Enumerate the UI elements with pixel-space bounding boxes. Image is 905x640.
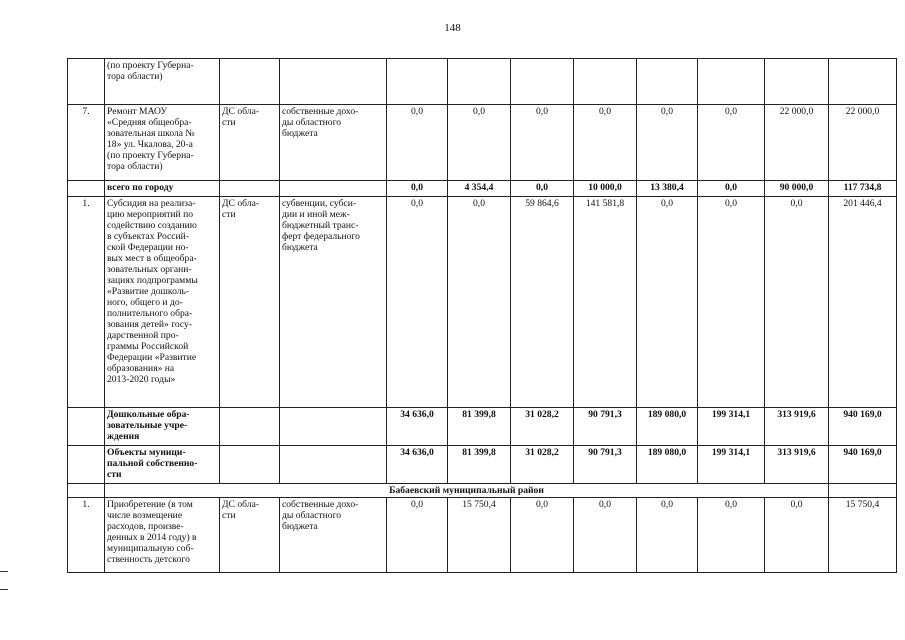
value-2020: 313 919,6 <box>765 408 829 446</box>
row-recipient: ДС обла- сти <box>220 197 280 408</box>
value-2016: 0,0 <box>511 181 574 197</box>
value-2016: 0,0 <box>511 105 574 181</box>
row-recipient <box>220 59 280 105</box>
value-2015 <box>448 59 511 105</box>
row-source: собственные дохо- ды областного бюджета <box>280 105 387 181</box>
row-number: 7. <box>68 105 105 181</box>
value-2016: 0,0 <box>511 498 574 573</box>
row-name: (по проекту Губерна- тора области) <box>105 59 220 105</box>
value-2018: 0,0 <box>637 197 698 408</box>
value-2019: 0,0 <box>698 498 765 573</box>
row-recipient: ДС обла- сти <box>220 498 280 573</box>
value-2015: 4 354,4 <box>448 181 511 197</box>
row-source <box>280 59 387 105</box>
row-source: субвенции, субси- дии и иной меж- бюджетный транс- ферт федерального бюджета <box>280 197 387 408</box>
row-number: 1. <box>68 498 105 573</box>
section-heading-row <box>68 484 897 498</box>
value-2018: 0,0 <box>637 105 698 181</box>
section-heading-spacer <box>68 484 105 498</box>
row-number <box>68 181 105 197</box>
margin-mark <box>0 589 8 590</box>
value-2020: 0,0 <box>765 498 829 573</box>
value-2017: 141 581,8 <box>574 197 637 408</box>
value-2015: 15 750,4 <box>448 498 511 573</box>
row-source: собственные дохо- ды областного бюджета <box>280 498 387 573</box>
value-2015: 0,0 <box>448 105 511 181</box>
row-recipient <box>220 408 280 446</box>
margin-mark <box>0 571 8 572</box>
section-heading: Бабаевский муниципальный район <box>105 484 829 498</box>
row-number <box>68 59 105 105</box>
value-2019: 0,0 <box>698 105 765 181</box>
value-2017: 10 000,0 <box>574 181 637 197</box>
value-total: 15 750,4 <box>829 498 897 573</box>
row-name: Приобретение (в том числе возмещение расходов, произве- денных в 2014 году) в муниципальную соб- ственность детского <box>105 498 220 573</box>
table-row <box>68 59 897 105</box>
value-2020 <box>765 59 829 105</box>
value-2018: 13 380,4 <box>637 181 698 197</box>
value-2016: 31 028,2 <box>511 408 574 446</box>
value-2019: 0,0 <box>698 181 765 197</box>
table-body <box>68 59 897 573</box>
value-total: 22 000,0 <box>829 105 897 181</box>
value-2020: 313 919,6 <box>765 446 829 484</box>
page-number: 148 <box>444 22 461 34</box>
value-2014: 0,0 <box>387 197 448 408</box>
value-2014: 0,0 <box>387 105 448 181</box>
value-2014 <box>387 59 448 105</box>
row-name: Ремонт МАОУ «Средняя общеобра- зовательная школа № 18» ул. Чкалова, 20-а (по проекту Губерна- тора области) <box>105 105 220 181</box>
row-number <box>68 408 105 446</box>
row-recipient: ДС обла- сти <box>220 105 280 181</box>
value-2017: 90 791,3 <box>574 408 637 446</box>
table-row <box>68 498 897 573</box>
value-2017: 0,0 <box>574 498 637 573</box>
value-total: 940 169,0 <box>829 446 897 484</box>
table-row <box>68 446 897 484</box>
value-2014: 0,0 <box>387 181 448 197</box>
table-row <box>68 181 897 197</box>
table-row <box>68 408 897 446</box>
value-2017: 90 791,3 <box>574 446 637 484</box>
row-name: Субсидия на реализа- цию мероприятий по содействию созданию в субъектах Россий- ской Федерации но- вых мест в общеобра- зовательных органи- зациях подпрограммы «Развитие дошколь- ного, общего и до- полнительного обра- зования детей» госу- дарственной про- граммы Российской Федерации «Развитие образования» на 2013-2020 годы» <box>105 197 220 408</box>
row-recipient <box>220 181 280 197</box>
value-total: 201 446,4 <box>829 197 897 408</box>
row-source <box>280 446 387 484</box>
value-2019: 199 314,1 <box>698 408 765 446</box>
value-total <box>829 59 897 105</box>
table-row <box>68 197 897 408</box>
value-2016: 59 864,6 <box>511 197 574 408</box>
value-2015: 0,0 <box>448 197 511 408</box>
value-total: 940 169,0 <box>829 408 897 446</box>
value-2020: 22 000,0 <box>765 105 829 181</box>
row-name: Объекты муници- пальной собственно- сти <box>105 446 220 484</box>
value-2018: 189 080,0 <box>637 446 698 484</box>
value-2019: 199 314,1 <box>698 446 765 484</box>
value-2020: 90 000,0 <box>765 181 829 197</box>
section-heading-spacer <box>829 484 897 498</box>
value-2016: 31 028,2 <box>511 446 574 484</box>
value-total: 117 734,8 <box>829 181 897 197</box>
value-2015: 81 399,8 <box>448 408 511 446</box>
row-number <box>68 446 105 484</box>
value-2019: 0,0 <box>698 197 765 408</box>
table-row <box>68 105 897 181</box>
value-2015: 81 399,8 <box>448 446 511 484</box>
value-2017 <box>574 59 637 105</box>
row-number: 1. <box>68 197 105 408</box>
value-2014: 34 636,0 <box>387 446 448 484</box>
value-2017: 0,0 <box>574 105 637 181</box>
row-name: Дошкольные обра- зовательные учре- ждения <box>105 408 220 446</box>
value-2014: 34 636,0 <box>387 408 448 446</box>
value-2020: 0,0 <box>765 197 829 408</box>
row-source <box>280 181 387 197</box>
value-2019 <box>698 59 765 105</box>
value-2016 <box>511 59 574 105</box>
value-2018 <box>637 59 698 105</box>
row-recipient <box>220 446 280 484</box>
value-2014: 0,0 <box>387 498 448 573</box>
value-2018: 189 080,0 <box>637 408 698 446</box>
budget-table <box>67 58 897 573</box>
value-2018: 0,0 <box>637 498 698 573</box>
row-name: всего по городу <box>105 181 220 197</box>
row-source <box>280 408 387 446</box>
